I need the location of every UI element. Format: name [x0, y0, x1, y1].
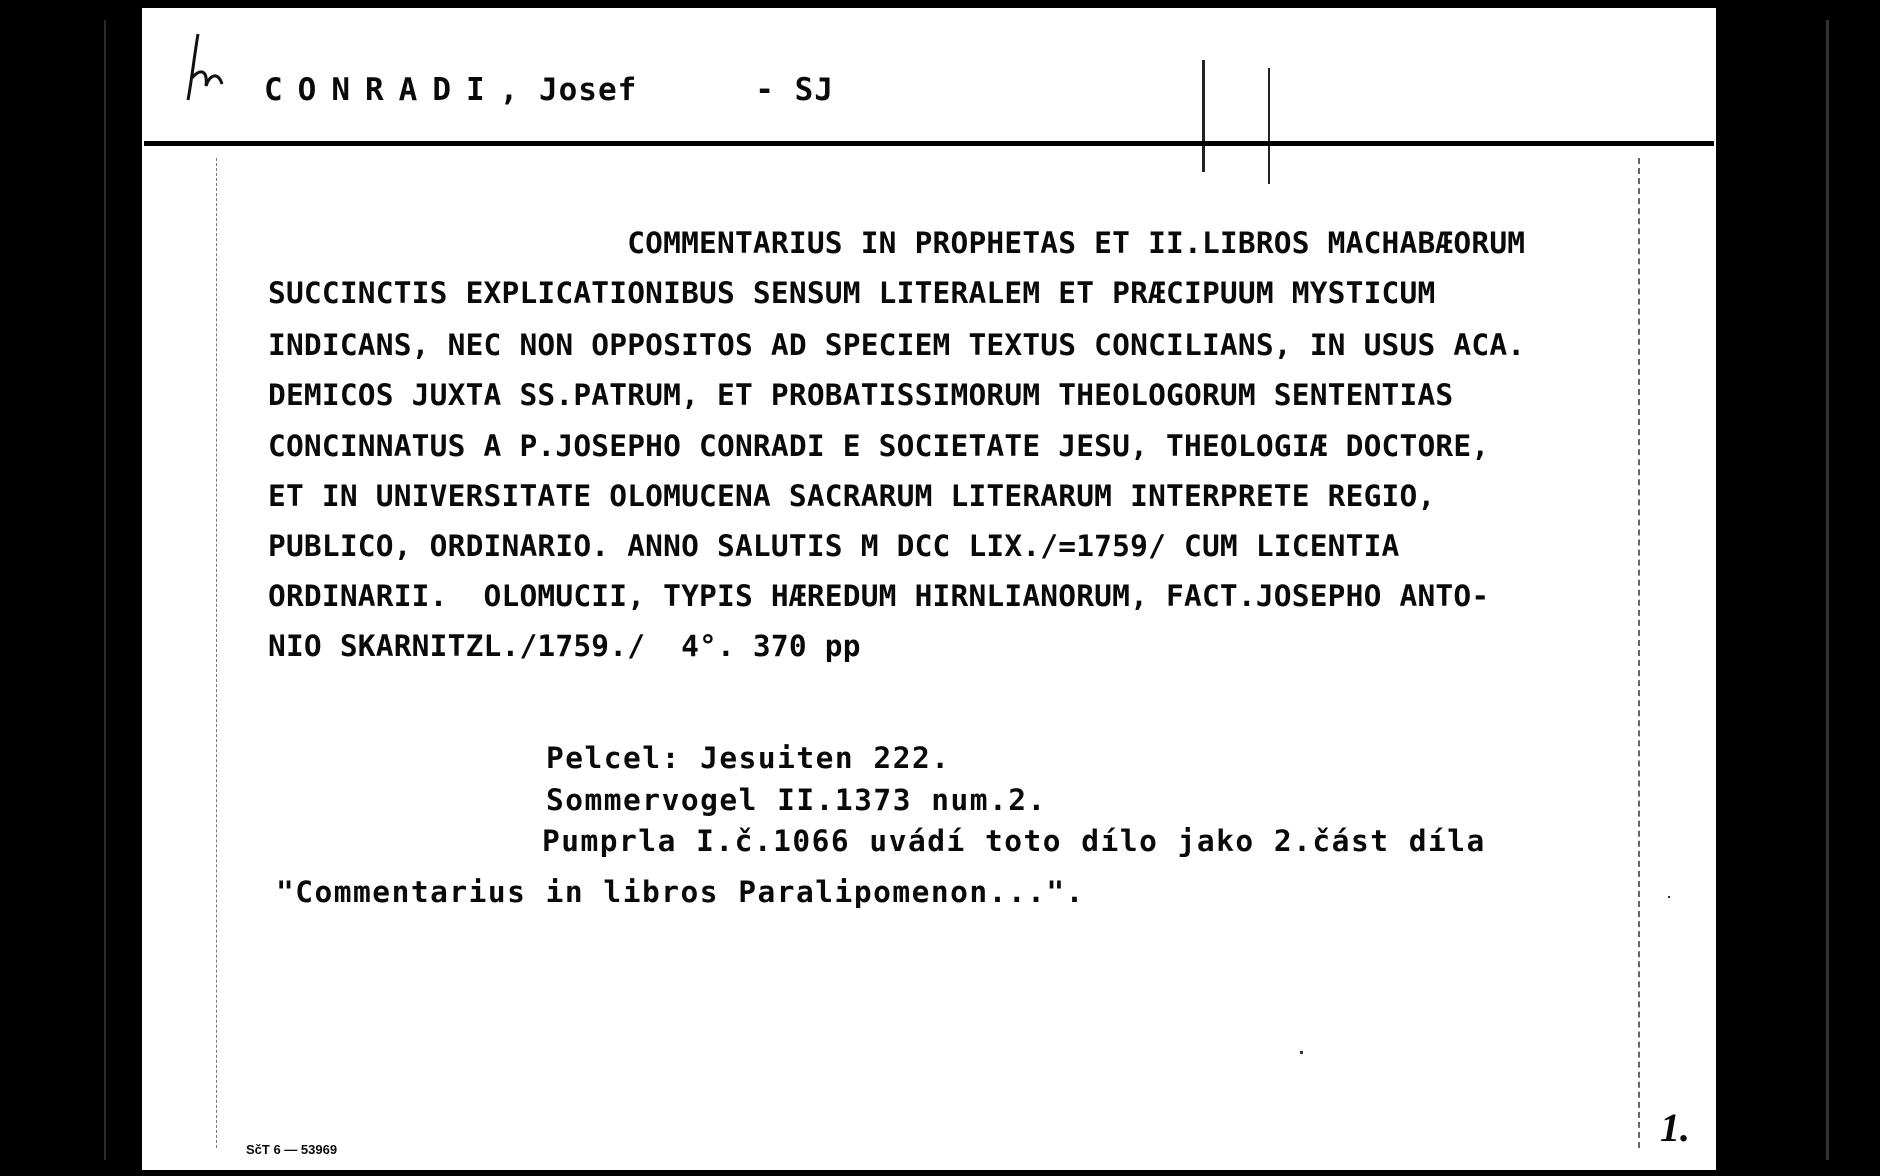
title-line: COMMENTARIUS IN PROPHETAS ET II.LIBROS MACHABÆORUM [268, 226, 1526, 260]
pen-stroke-2 [1268, 68, 1270, 184]
reference-quote: "Commentarius in libros Paralipomenon...". [276, 875, 1085, 909]
speck [1300, 1051, 1303, 1054]
card-margin-right [1638, 158, 1640, 1148]
title-line: PUBLICO, ORDINARIO. ANNO SALUTIS M DCC LIX./=1759/ CUM LICENTIA [268, 529, 1400, 563]
film-edge-left [104, 20, 106, 1160]
title-line: DEMICOS JUXTA SS.PATRUM, ET PROBATISSIMORUM THEOLOGORUM SENTENTIAS [268, 378, 1454, 412]
header-rule [144, 141, 1714, 146]
author-surname: CONRADI [264, 72, 500, 108]
card-stamp: SčT 6 — 53969 [246, 1142, 338, 1157]
page-number: 1. [1660, 1105, 1690, 1150]
catalog-card [142, 8, 1716, 1170]
reference-pumprla: Pumprla I.č.1066 uvádí toto dílo jako 2.část díla [542, 824, 1486, 858]
reference-pelcel: Pelcel: Jesuiten 222. [546, 741, 951, 775]
handwritten-mark-icon [184, 28, 232, 108]
title-line: SUCCINCTIS EXPLICATIONIBUS SENSUM LITERALEM ET PRÆCIPUUM MYSTICUM [268, 276, 1436, 310]
reference-sommervogel: Sommervogel II.1373 num.2. [546, 783, 1047, 817]
title-line: ORDINARII. OLOMUCII, TYPIS HÆREDUM HIRNLIANORUM, FACT.JOSEPHO ANTO- [268, 579, 1490, 613]
film-edge-right [1826, 20, 1829, 1160]
title-line: ET IN UNIVERSITATE OLOMUCENA SACRARUM LITERARUM INTERPRETE REGIO, [268, 479, 1436, 513]
author-order: - SJ [755, 72, 834, 108]
title-line: INDICANS, NEC NON OPPOSITOS AD SPECIEM TEXTUS CONCILIANS, IN USUS ACA. [268, 328, 1526, 362]
title-line: NIO SKARNITZL./1759./ 4°. 370 pp [268, 629, 861, 663]
pen-stroke-1 [1202, 60, 1205, 172]
speck [1668, 896, 1670, 898]
card-margin-left [216, 158, 217, 1148]
title-line: CONCINNATUS A P.JOSEPHO CONRADI E SOCIETATE JESU, THEOLOGIÆ DOCTORE, [268, 429, 1490, 463]
card-heading [264, 72, 834, 108]
author-given-name: , Josef [499, 72, 638, 108]
